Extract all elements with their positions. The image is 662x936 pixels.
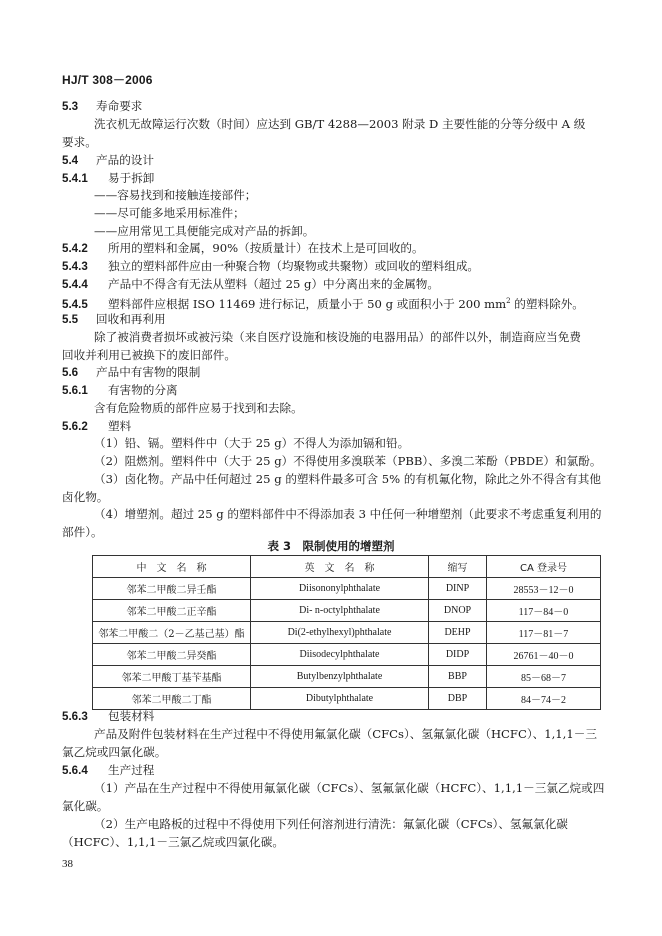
section-5-4-3: 5.4.3 独立的塑料部件应由一种聚合物（均聚物或共聚物）或回收的塑料组成。 bbox=[62, 259, 480, 273]
table-cell: DNOP bbox=[429, 600, 487, 622]
section-5-4-4: 5.4.4 产品中不得含有无法从塑料（超过 25 g）中分离出来的金属物。 bbox=[62, 277, 439, 291]
section-5-6-3-text-cont: 氯乙烷或四氯化碳。 bbox=[62, 745, 167, 759]
table-cell: Di- n-octylphthalate bbox=[251, 600, 429, 622]
table-cell: Butylbenzylphthalate bbox=[251, 666, 429, 688]
table-cell: 26761－40－0 bbox=[487, 644, 601, 666]
section-5-5-heading: 5.5 回收和再利用 bbox=[62, 312, 166, 326]
table-cell: 邻苯二甲酸二异壬酯 bbox=[93, 578, 251, 600]
table-cell: 117－81－7 bbox=[487, 622, 601, 644]
section-5-3-text: 洗衣机无故障运行次数（时间）应达到 GB/T 4288—2003 附录 D 主要性能的分等分级中 A 级 bbox=[94, 117, 586, 131]
column-header: 缩写 bbox=[429, 556, 487, 578]
table-caption: 表 3 限制使用的增塑剂 bbox=[267, 539, 395, 553]
list-item-cont: 卤化物。 bbox=[62, 490, 109, 504]
table-row bbox=[93, 644, 601, 666]
section-5-5-text-cont: 回收并利用已被换下的废旧部件。 bbox=[62, 348, 236, 362]
table-cell: Di(2-ethylhexyl)phthalate bbox=[251, 622, 429, 644]
table-cell: DBP bbox=[429, 688, 487, 710]
section-5-4-5: 5.4.5 塑料部件应根据 ISO 11469 进行标记，质量小于 50 g 或面积小于 200 $mm^2$ 的塑料除外。 bbox=[62, 296, 584, 311]
list-item-cont: 氯化碳。 bbox=[62, 799, 109, 813]
table-cell: 117－84－0 bbox=[487, 600, 601, 622]
list-item: ——尽可能多地采用标准件； bbox=[94, 206, 245, 220]
section-5-4-1-heading: 5.4.1 易于拆卸 bbox=[62, 171, 155, 185]
section-5-3-text-cont: 要求。 bbox=[62, 135, 97, 149]
table-cell: Diisodecylphthalate bbox=[251, 644, 429, 666]
table-cell: Diisononylphthalate bbox=[251, 578, 429, 600]
table-row bbox=[93, 666, 601, 688]
table-cell: BBP bbox=[429, 666, 487, 688]
table-cell: 邻苯二甲酸二（2－乙基己基）酯 bbox=[93, 622, 251, 644]
section-5-6-1-heading: 5.6.1 有害物的分离 bbox=[62, 383, 178, 397]
table-cell: DIDP bbox=[429, 644, 487, 666]
table-header-row bbox=[93, 556, 601, 578]
plasticizer-table bbox=[92, 555, 601, 710]
table-row bbox=[93, 622, 601, 644]
section-5-6-1-text: 含有危险物质的部件应易于找到和去除。 bbox=[94, 401, 303, 415]
table-cell: 邻苯二甲酸二正辛酯 bbox=[93, 600, 251, 622]
section-5-6-3-heading: 5.6.3 包装材料 bbox=[62, 709, 155, 723]
table-row bbox=[93, 600, 601, 622]
table-cell: 85－68－7 bbox=[487, 666, 601, 688]
section-5-5-text: 除了被消费者损坏或被污染（来自医疗设施和核设施的电器用品）的部件以外，制造商应当免费 bbox=[94, 330, 581, 344]
section-5-3-heading: 5.3 寿命要求 bbox=[62, 99, 143, 113]
section-5-4-heading: 5.4 产品的设计 bbox=[62, 153, 154, 167]
list-item: （4）增塑剂。超过 25 g 的塑料部件中不得添加表 3 中任何一种增塑剂（此要求不考虑重复利用的 bbox=[94, 507, 602, 521]
table-cell: 84－74－2 bbox=[487, 688, 601, 710]
list-item: ——应用常见工具便能完成对产品的拆卸。 bbox=[94, 224, 315, 238]
column-header: 英 文 名 称 bbox=[251, 556, 429, 578]
section-5-4-2: 5.4.2 所用的塑料和金属，90%（按质量计）在技术上是可回收的。 bbox=[62, 241, 424, 255]
section-5-6-3-text: 产品及附件包装材料在生产过程中不得使用氟氯化碳（CFCs）、氢氟氯化碳（HCFC）、1,1,1－三 bbox=[94, 727, 597, 741]
list-item: （2）阻燃剂。塑料件中（大于 25 g）不得使用多溴联苯（PBB）、多溴二苯酚（PBDE）和氯酚。 bbox=[94, 454, 602, 468]
table-cell: 邻苯二甲酸丁基苄基酯 bbox=[93, 666, 251, 688]
table-cell: 28553－12－0 bbox=[487, 578, 601, 600]
table-row bbox=[93, 688, 601, 710]
table-cell: 邻苯二甲酸二异癸酯 bbox=[93, 644, 251, 666]
list-item: ——容易找到和接触连接部件； bbox=[94, 188, 257, 202]
list-item: （3）卤化物。产品中任何超过 25 g 的塑料件最多可含 5% 的有机氟化物，除此之外不得含有其他 bbox=[94, 472, 601, 486]
list-item-cont: （HCFC）、1,1,1－三氯乙烷或四氯化碳。 bbox=[62, 835, 284, 849]
table-row bbox=[93, 578, 601, 600]
table-cell: 邻苯二甲酸二丁酯 bbox=[93, 688, 251, 710]
list-item: （1）铅、镉。塑料件中（大于 25 g）不得人为添加镉和铅。 bbox=[94, 436, 410, 450]
table-cell: Dibutylphthalate bbox=[251, 688, 429, 710]
section-5-6-4-heading: 5.6.4 生产过程 bbox=[62, 763, 155, 777]
column-header: CA 登录号 bbox=[487, 556, 601, 578]
table-cell: DINP bbox=[429, 578, 487, 600]
section-5-6-2-heading: 5.6.2 塑料 bbox=[62, 419, 132, 433]
list-item: （1）产品在生产过程中不得使用氟氯化碳（CFCs）、氢氟氯化碳（HCFC）、1,1,1－三氯乙烷或四 bbox=[94, 781, 605, 795]
document-code: HJ/T 308－2006 bbox=[62, 73, 153, 87]
list-item: （2）生产电路板的过程中不得使用下列任何溶剂进行清洗：氟氯化碳（CFCs）、氢氟氯化碳 bbox=[94, 817, 568, 831]
page-number: 38 bbox=[62, 858, 73, 870]
list-item-cont: 部件）。 bbox=[62, 525, 103, 539]
column-header: 中 文 名 称 bbox=[93, 556, 251, 578]
section-5-6-heading: 5.6 产品中有害物的限制 bbox=[62, 365, 201, 379]
table-cell: DEHP bbox=[429, 622, 487, 644]
